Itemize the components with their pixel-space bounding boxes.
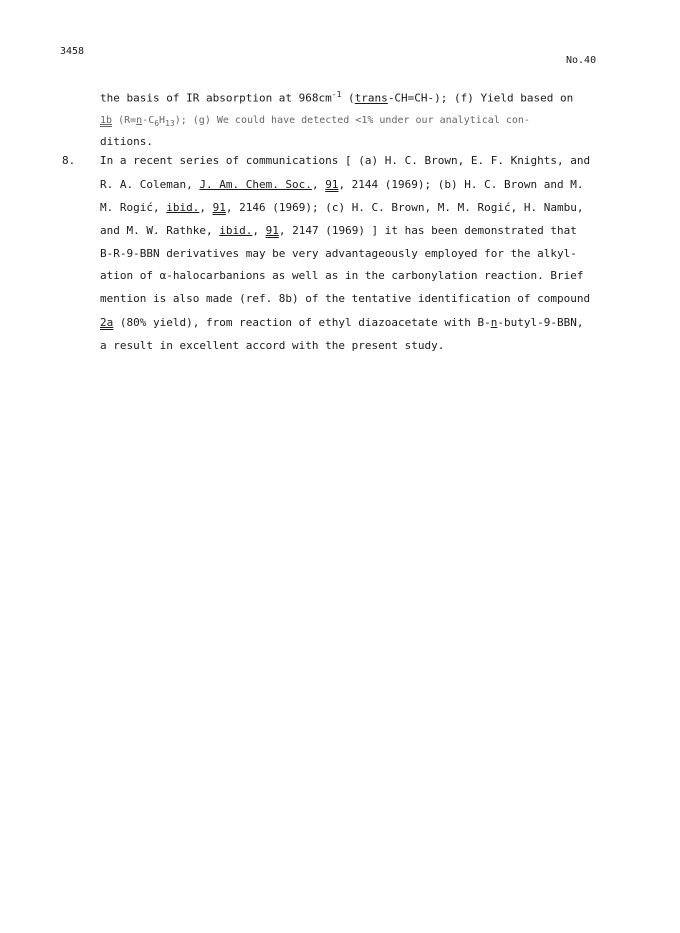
page-number: 3458 [60,46,85,57]
note-8-line-6: ation of α-halocarbanions as well as in the carbonylation reaction. Brief [100,269,584,282]
journal-name: J. Am. Chem. Soc. [199,178,312,191]
trans-term: trans [354,91,388,105]
note-8-line-1: 8. In a recent series of communications [ (a) H. C. Brown, E. F. Knights, and [62,154,591,167]
note-g-line-3: ditions. [100,135,153,148]
note-8-line-3: M. Rogić, ibid., 91, 2146 (1969); (c) H. C. Brown, M. M. Rogić, H. Nambu, [100,201,584,214]
compound-2a: 2a [100,316,114,329]
journal-issue: No.40 [566,55,597,66]
note-8-line-9: a result in excellent accord with the present study. [100,339,445,352]
note-marker: 8. [62,154,76,167]
note-8-line-8: 2a (80% yield), from reaction of ethyl diazoacetate with B-n-butyl-9-BBN, [100,316,584,329]
note-g-line-2: 1b $(R=n-C_6H_{13})$; (g) We could have detected <1% under our analytical con- [100,115,530,128]
volume: 91 [212,201,226,214]
ibid: ibid. [219,224,253,237]
ibid: ibid. [166,201,200,214]
note-8-line-7: mention is also made (ref. 8b) of the tentative identification of compound [100,292,591,305]
volume: 91 [265,224,279,237]
note-8-line-5: B-R-9-BBN derivatives may be very advantageously employed for the alkyl- [100,247,577,260]
note-g-line-1: the basis of IR absorption at $968cm^{-1}$ (trans-CH=CH-); (f) Yield based on [100,90,574,105]
volume: 91 [325,178,339,191]
note-8-line-2: R. A. Coleman, J. Am. Chem. Soc., 91, 2144 (1969); (b) H. C. Brown and M. [100,178,584,191]
note-8-line-4: and M. W. Rathke, ibid., 91, 2147 (1969) ] it has been demonstrated that [100,224,577,237]
compound-1b: 1b [100,115,113,126]
